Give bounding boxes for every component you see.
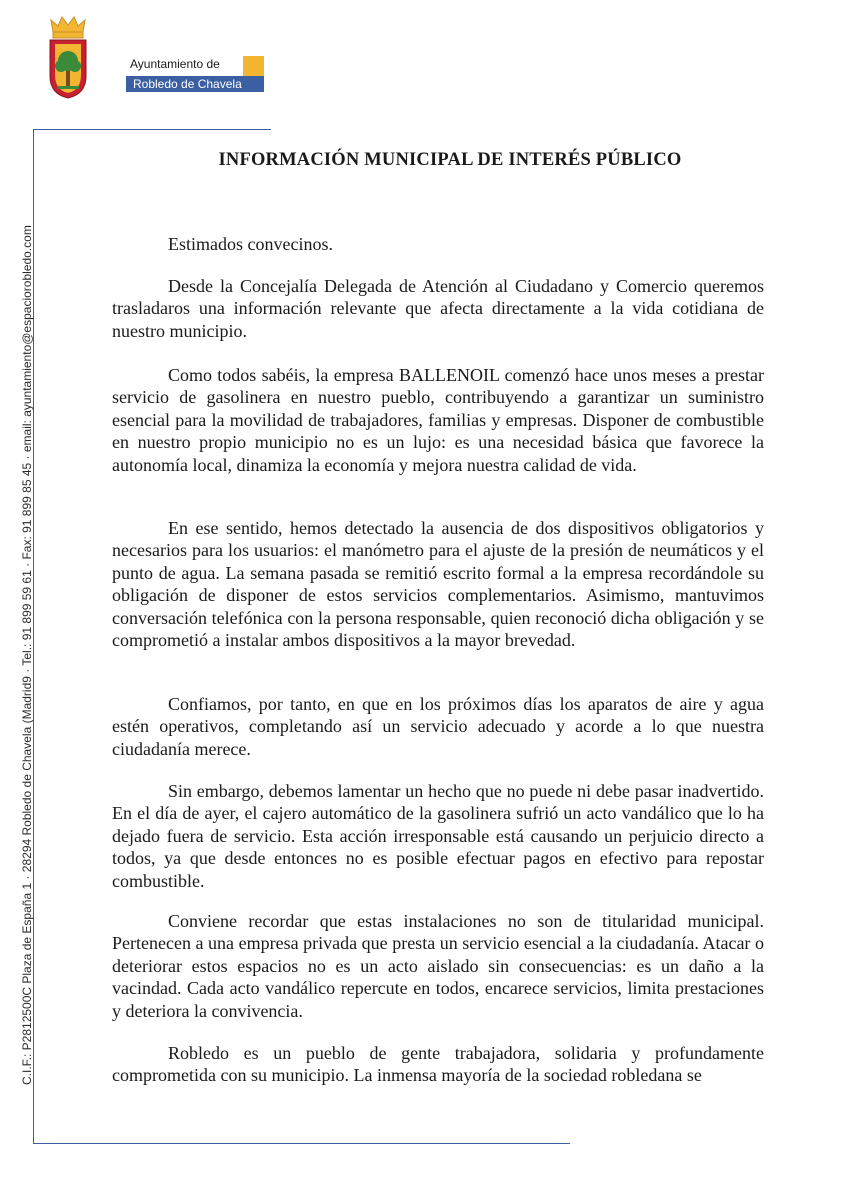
logo-title: Ayuntamiento de — [130, 57, 220, 71]
logo-subtitle: Robledo de Chavela — [133, 77, 242, 91]
sidebar-contact-info: C.I.F.: P2812500C Plaza de España 1 · 28294 Robledo de Chavela (Madrid9 · Tel.: 91 899 59 61 · Fax: 91 899 85 45 · email: ayuntamiento@espaciorobledo.com — [20, 225, 34, 1085]
paragraph-6: Conviene recordar que estas instalaciones no son de titularidad municipal. Pertenecen a una empresa privada que presta un servicio esencial a la ciudadanía. Atacar o deteriorar estos espacios no es un acto aislado sin consecuencias: es un daño a la vacindad. Cada acto vandálico repercute en todos, encarece servicios, limita prestaciones y deteriora la convivencia. — [112, 911, 764, 1021]
paragraph-5: Sin embargo, debemos lamentar un hecho que no puede ni debe pasar inadvertido. En el día de ayer, el cajero automático de la gasolinera sufrió un acto vandálico que lo ha dejado fuera de servicio. Esta acción irresponsable está causando un perjuicio directo a todos, ya que desde entonces no es posible efectuar pagos en efectivo para repostar combustible. — [112, 781, 764, 891]
paragraph-3: En ese sentido, hemos detectado la ausencia de dos dispositivos obligatorios y necesarios para los usuarios: el manómetro para el ajuste de la presión de neumáticos y el punto de agua. La semana pasada se remitió escrito formal a la empresa recordándole su obligación de disponer de estos servicios complementarios. Asimismo, mantuvimos conversación telefónica con la persona responsable, quien reconoció dicha obligación y se comprometió a instalar ambos dispositivos a la mayor brevedad. — [112, 518, 764, 651]
document-title: INFORMACIÓN MUNICIPAL DE INTERÉS PÚBLICO — [218, 150, 682, 170]
frame-bottom-rule — [33, 1143, 570, 1144]
coat-of-arms-icon — [38, 14, 98, 104]
paragraph-1: Desde la Concejalía Delegada de Atención al Ciudadano y Comercio queremos trasladaros una información relevante que afecta directamente a la vida cotidiana de nuestro municipio. — [112, 276, 764, 341]
paragraph-2: Como todos sabéis, la empresa BALLENOIL comenzó hace unos meses a prestar servicio de gasolinera en nuestro pueblo, contribuyendo a garantizar un suministro esencial para la movilidad de trabajadores, familias y empresas. Disponer de combustible en nuestro propio municipio no es un lujo: es una necesidad básica que favorece la autonomía local, dinamiza la economía y mejora nuestra calidad de vida. — [112, 365, 764, 475]
frame-top-rule — [33, 129, 271, 130]
paragraph-4: Confiamos, por tanto, en que en los próximos días los aparatos de aire y agua estén operativos, completando así un servicio adecuado y acorde a lo que nuestra ciudadanía merece. — [112, 694, 764, 759]
paragraph-7: Robledo es un pueblo de gente trabajadora, solidaria y profundamente comprometida con su municipio. La inmensa mayoría de la sociedad robledana se — [112, 1043, 764, 1086]
greeting: Estimados convecinos. — [168, 234, 333, 254]
municipal-logo — [38, 14, 242, 104]
logo-gold-block — [243, 56, 264, 76]
